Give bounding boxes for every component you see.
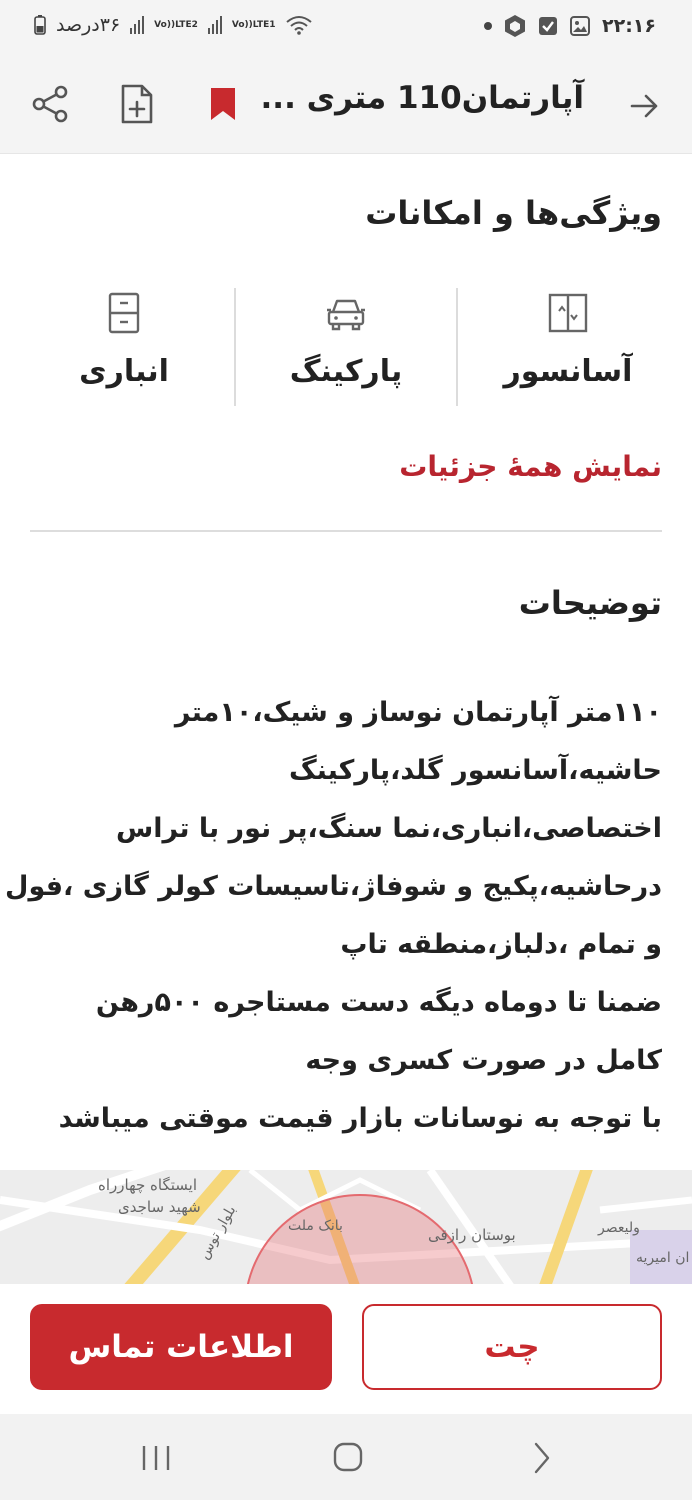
- feature-label: آسانسور: [503, 354, 633, 389]
- home-icon[interactable]: [328, 1440, 368, 1476]
- status-right: [484, 14, 656, 38]
- chat-button[interactable]: چت: [362, 1304, 662, 1390]
- battery-icon: [34, 15, 46, 35]
- add-note-icon[interactable]: [118, 84, 156, 124]
- description-line: و تمام ،دلباز،منطقه تاپ: [340, 929, 662, 960]
- feature-parking: [236, 288, 458, 406]
- gallery-icon: [570, 16, 590, 36]
- status-left: [34, 14, 312, 36]
- lte1-indicator: Vo)) LTE1: [231, 19, 276, 30]
- description-line: اختصاصی،انباری،نما سنگ،پر نور با تراس: [116, 813, 662, 844]
- recent-apps-icon[interactable]: [136, 1440, 176, 1476]
- page-title: آپارتمان110 متری ...: [260, 80, 584, 116]
- location-map[interactable]: [0, 1170, 692, 1290]
- contact-info-button[interactable]: اطلاعات تماس: [30, 1304, 332, 1390]
- storage-icon: [103, 292, 145, 334]
- description-line: درحاشیه،پکیج و شوفاژ،تاسیسات کولر گازی ،فول: [5, 871, 662, 902]
- feature-label: انباری: [79, 354, 169, 389]
- lte2-indicator: Vo)) LTE2: [154, 19, 198, 30]
- divider: [30, 530, 662, 532]
- car-icon: [325, 292, 367, 334]
- nav-back-icon[interactable]: [522, 1440, 562, 1476]
- description-text: [5, 684, 662, 1148]
- feature-elevator: [458, 288, 678, 406]
- map-label: بلوار توس: [196, 1202, 240, 1262]
- features-title: ویژگی‌ها و امکانات: [365, 194, 662, 232]
- signal-icon-2: [208, 16, 222, 34]
- feature-label: پارکینگ: [289, 354, 403, 389]
- map-label: ان امیریه: [636, 1250, 690, 1266]
- map-label: ولیعصر: [598, 1220, 640, 1236]
- description-title: توضیحات: [518, 584, 662, 622]
- back-arrow-icon[interactable]: [626, 88, 662, 124]
- map-label: بوستان رازقی: [428, 1226, 516, 1244]
- map-label: شهید ساجدی: [118, 1198, 201, 1216]
- feature-storage: [14, 288, 236, 406]
- top-app-bar: [0, 58, 692, 154]
- signal-icon: [130, 16, 144, 34]
- status-bar: [0, 0, 692, 58]
- description-line: ضمنا تا دوماه دیگه دست مستاجره ۵۰۰رهن: [95, 987, 662, 1018]
- description-line: با توجه به نوسانات بازار قیمت موقتی میباشد: [58, 1103, 662, 1134]
- description-line: ۱۱۰متر آپارتمان نوساز و شیک،۱۰متر: [174, 697, 662, 728]
- clock: ۲۲:۱۶: [602, 15, 656, 37]
- wifi-icon: [286, 15, 312, 35]
- features-row: [14, 288, 678, 406]
- bottom-actions: [0, 1284, 692, 1414]
- elevator-icon: [547, 292, 589, 334]
- app-hex-icon: [504, 14, 526, 38]
- battery-percent: ۳۶درصد: [56, 14, 121, 36]
- checkbox-icon: [538, 16, 558, 36]
- system-nav-bar: [0, 1414, 692, 1500]
- map-label: ایستگاه چهارراه: [98, 1176, 198, 1194]
- description-line: حاشیه،آسانسور گلد،پارکینگ: [288, 755, 662, 786]
- map-label: بانک ملت: [288, 1218, 343, 1234]
- bookmark-icon[interactable]: [206, 86, 240, 122]
- description-line: کامل در صورت کسری وجه: [305, 1045, 662, 1076]
- show-all-details-link[interactable]: نمایش همهٔ جزئیات: [399, 450, 662, 483]
- dot-icon: [484, 22, 492, 30]
- share-icon[interactable]: [30, 84, 70, 124]
